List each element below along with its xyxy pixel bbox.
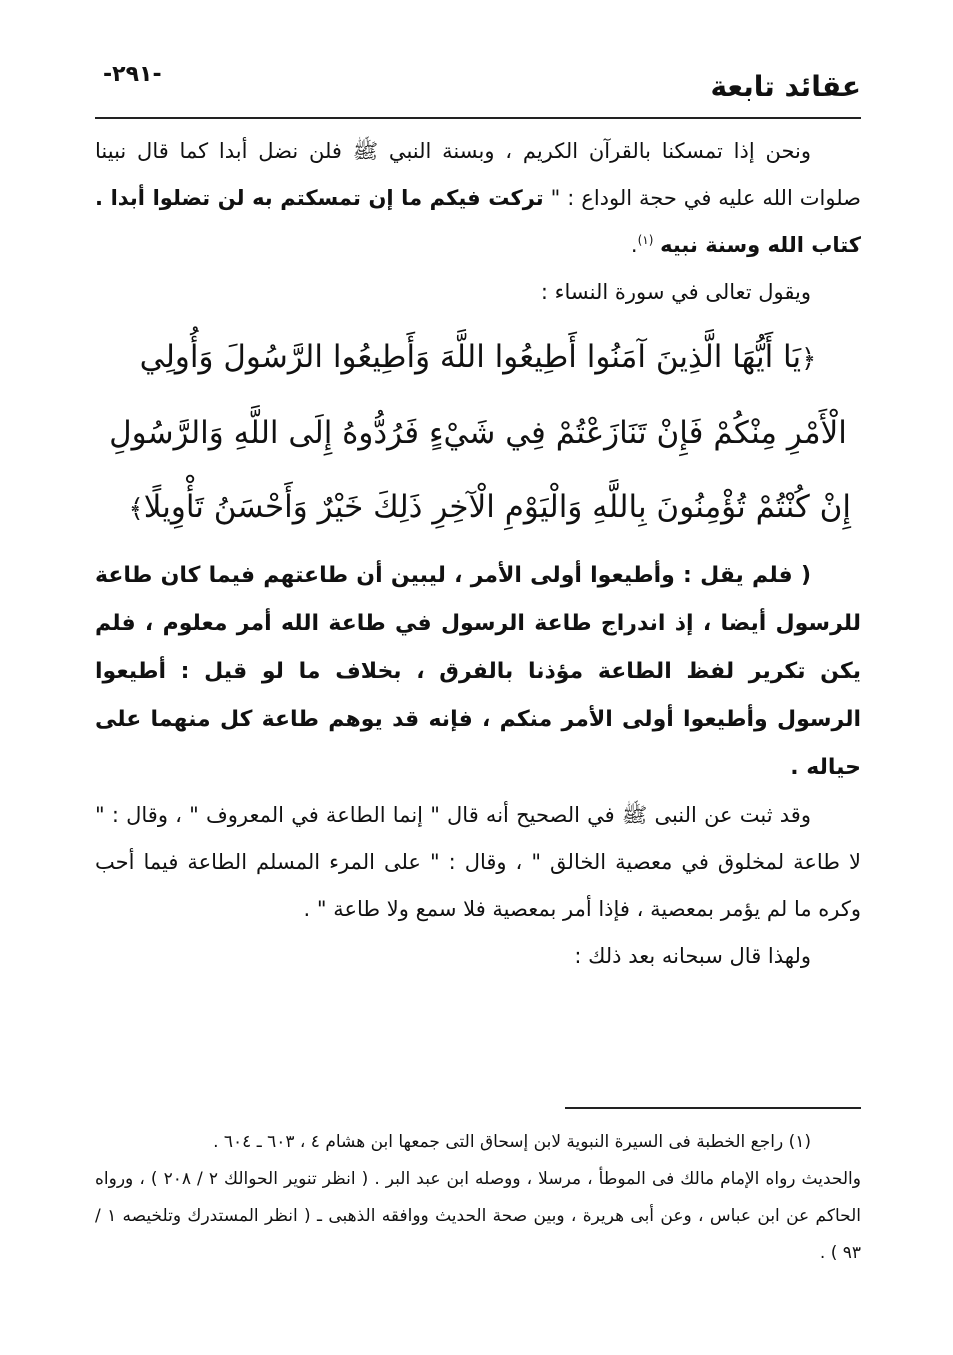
verse-text: يَا أَيُّهَا الَّذِينَ آمَنُوا أَطِيعُوا اللَّهَ وَأَطِيعُوا الرَّسُولَ وَأُولِي الْأَمْرِ مِنْكُمْ فَإِنْ تَنَازَعْتُمْ فِي شَيْءٍ فَرُدُّوهُ إِلَى اللَّهِ وَالرَّسُولِ إِنْ كُنْتُمْ تُؤْمِنُونَ بِاللَّهِ وَالْيَوْمِ الْآخِرِ ذَلِكَ خَيْرٌ وَأَحْسَنُ تَأْوِيلًا bbox=[109, 339, 851, 525]
quran-verse bbox=[105, 320, 851, 546]
book-title: عقائد تابعة bbox=[710, 70, 861, 103]
paragraph-1-text: ونحن إذا تمسكنا بالقرآن الكريم ، وبسنة النبي ﷺ فلن نضل أبدا كما قال نبينا صلوات الله عليه في حجة الوداع : " bbox=[95, 139, 861, 210]
paragraph-1-end: . bbox=[630, 233, 638, 257]
paragraph-5: ولهذا قال سبحانه بعد ذلك : bbox=[574, 944, 811, 968]
page-number: -٢٩١- bbox=[103, 62, 162, 87]
paragraph-3: ( فلم يقل : وأطيعوا أولى الأمر ، ليبين أن طاعتهم فيما كان طاعة للرسول أيضا ، إذ اندراج طاعة الرسول في طاعة الله أمر معلوم ، فلم يكن تكرير لفظ الطاعة مؤذنا بالفرق ، بخلاف ما لو قيل : أطيعوا الرسول وأطيعوا أولى الأمر منكم ، فإنه قد يوهم طاعة كل منهما على حياله . bbox=[95, 563, 861, 780]
footnote bbox=[95, 1124, 861, 1272]
page-header bbox=[95, 62, 861, 112]
paragraph-1 bbox=[95, 128, 861, 269]
footnote-reference: (١) bbox=[637, 233, 654, 247]
paragraph-4: وقد ثبت عن النبى ﷺ في الصحيح أنه قال " إنما الطاعة في المعروف " ، وقال : " لا طاعة لمخلوق في معصية الخالق " ، وقال : " على المرء المسلم الطاعة فيما أحب وكره ما لم يؤمر بمعصية ، فإذا أمر بمعصية فلا سمع ولا طاعة " . bbox=[95, 803, 861, 921]
header-divider bbox=[95, 117, 861, 119]
footnote-divider bbox=[565, 1107, 861, 1109]
footnote-line-1: (١) راجع الخطبة فى السيرة النبوية لابن إسحاق التى جمعها ابن هشام ٤ ، ٦٠٣ ـ ٦٠٤ . bbox=[213, 1132, 811, 1152]
paragraph-2: ويقول تعالى في سورة النساء : bbox=[540, 280, 811, 304]
verse-open-bracket: ﴿ bbox=[801, 344, 817, 374]
hadith-quote: تركت فيكم ما إن تمسكتم به لن تضلوا أبدا . كتاب الله وسنة نبيه bbox=[95, 186, 861, 257]
verse-close-bracket: ﴾ bbox=[128, 494, 144, 524]
footnote-line-2: والحديث رواه الإمام مالك فى الموطأ ، مرسلا ، ووصله ابن عبد البر . ( انظر تنوير الحوالك ٢ / ٢٠٨ ) ، ورواه الحاكم عن ابن عباس ، وعن أبى هريرة ، وبين صحة الحديث ووافقه الذهبى ـ ( انظر المستدرك وتلخيصه ١ / ٩٣ ) . bbox=[95, 1169, 862, 1263]
main-text bbox=[95, 128, 861, 980]
